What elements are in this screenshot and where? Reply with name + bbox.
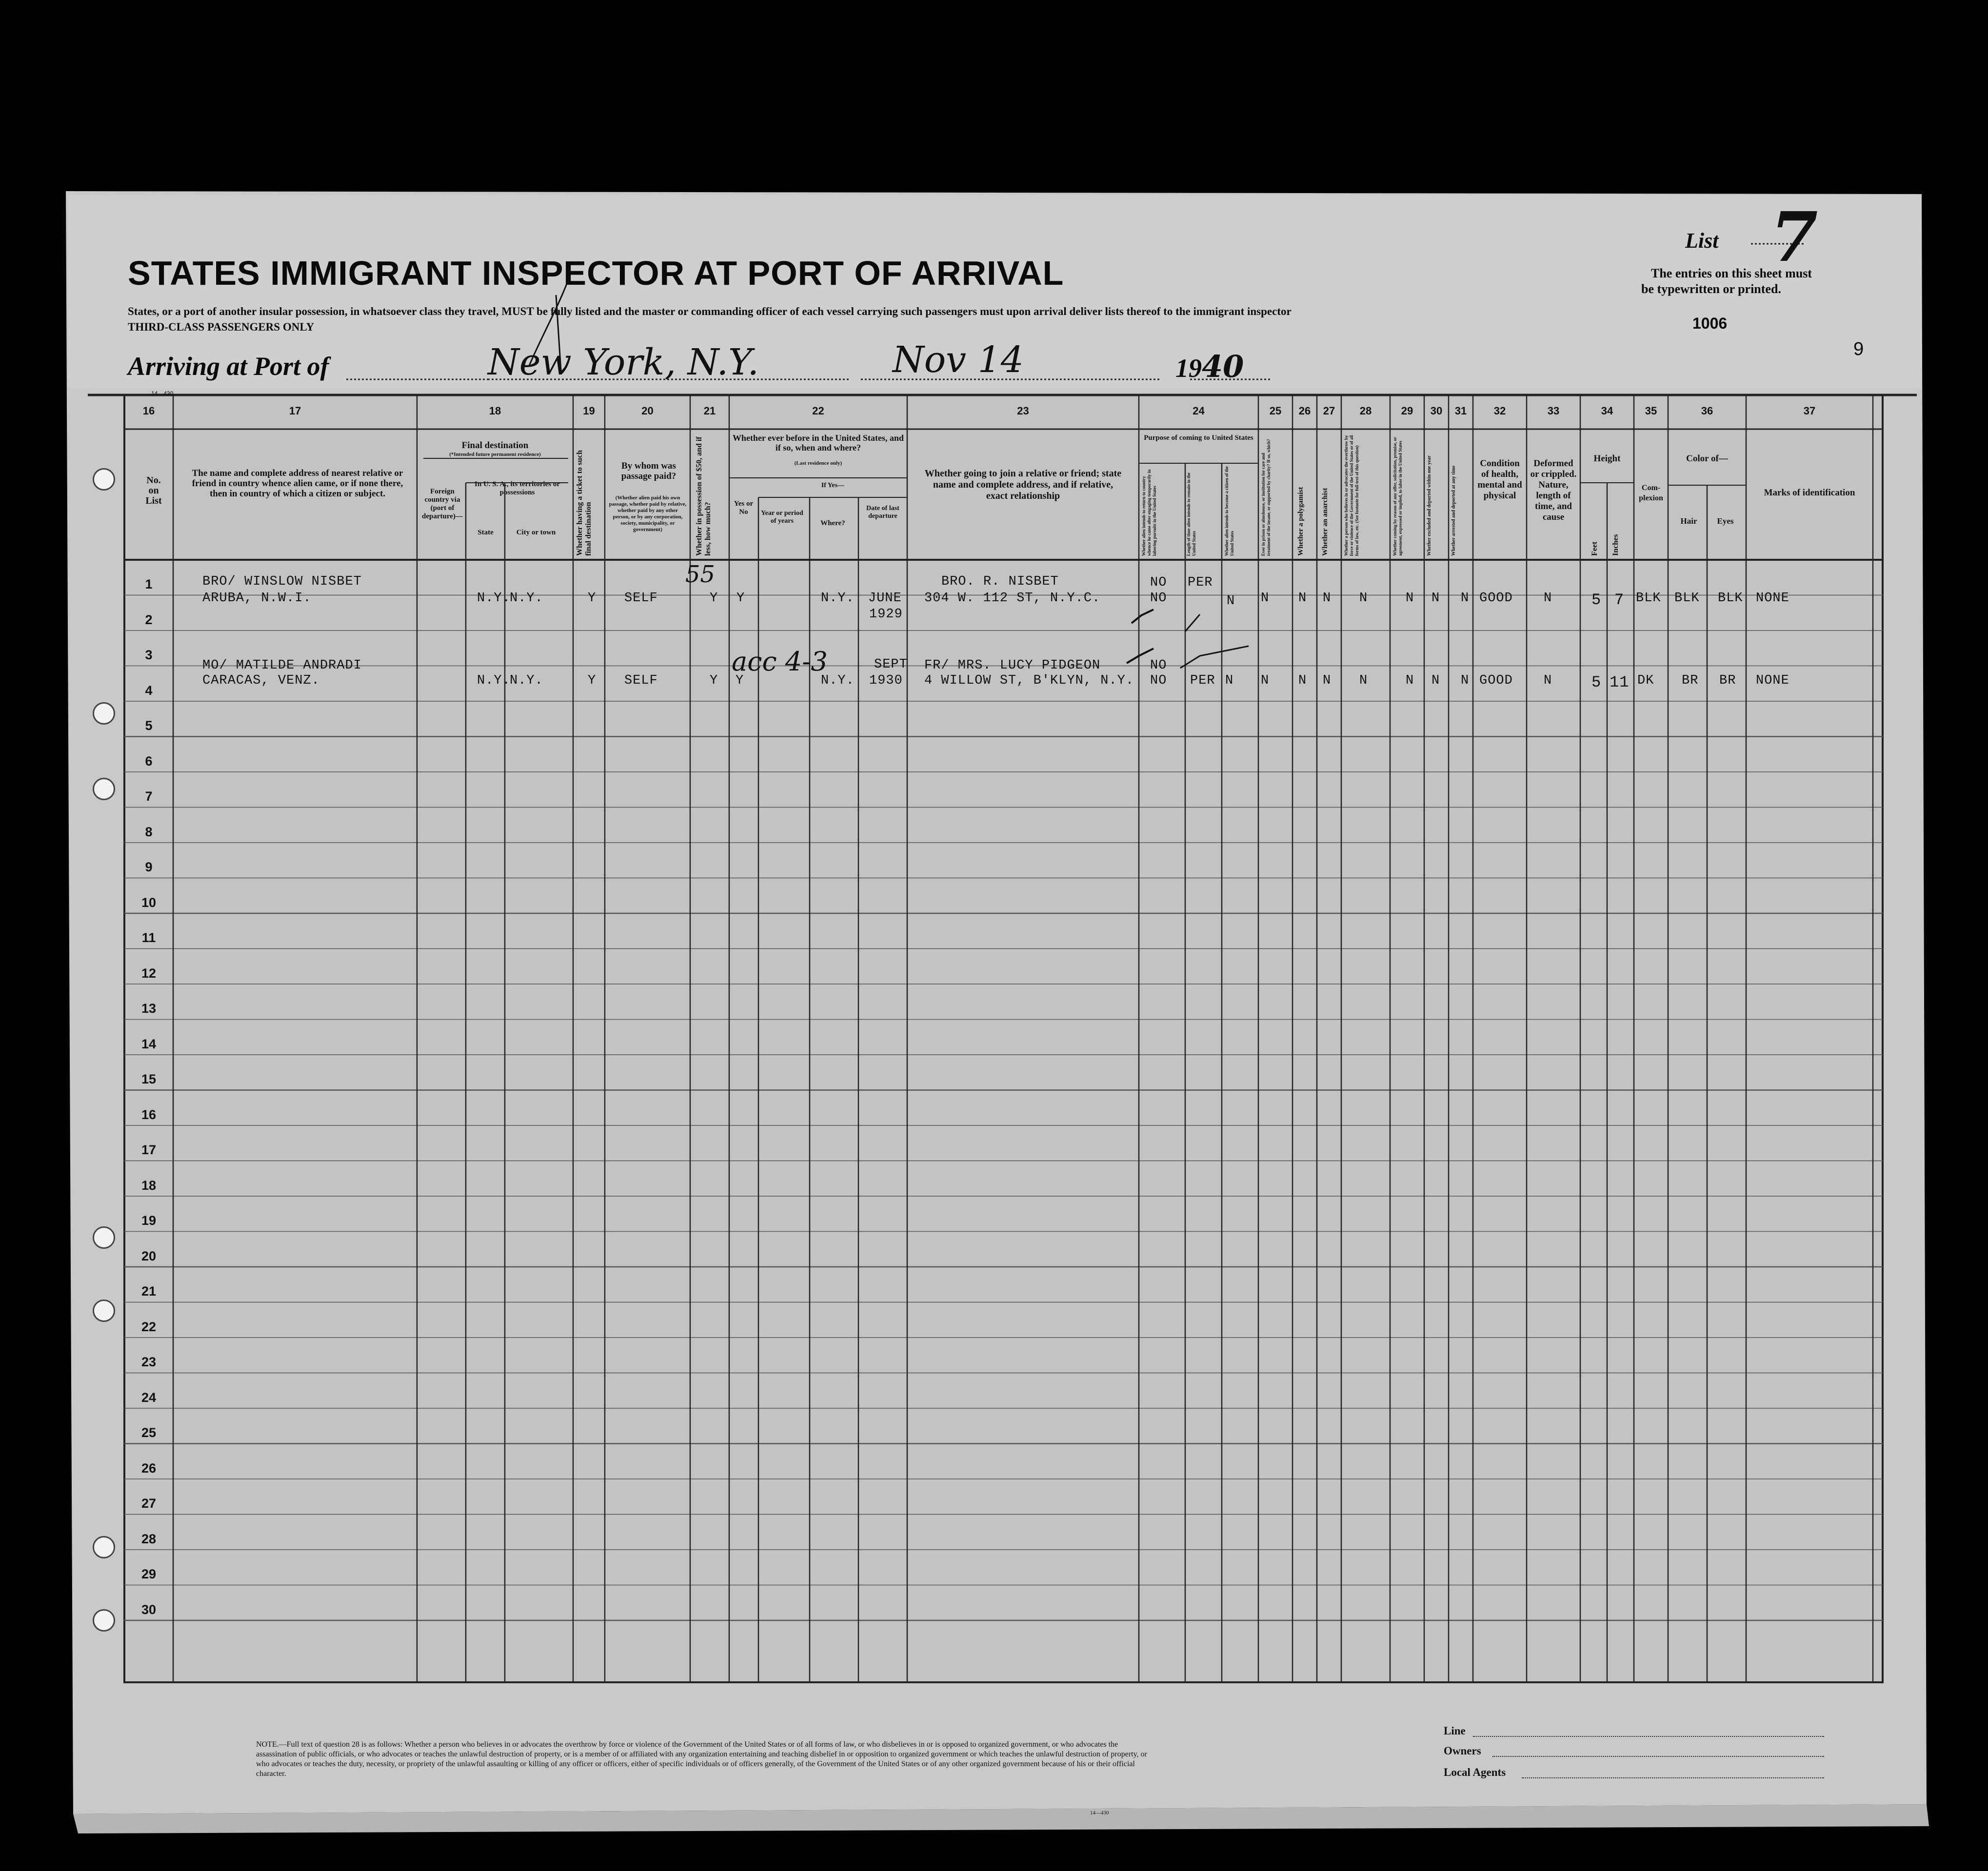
col24-sub-b: Length of time alien intends to remain in the United States	[1186, 473, 1196, 556]
entry2-state: N.Y.	[477, 673, 511, 688]
row-number: 4	[145, 683, 153, 698]
row-number: 12	[141, 965, 157, 981]
entry2-length: PER	[1190, 673, 1215, 688]
owners-label: Owners	[1444, 1745, 1481, 1757]
entry1-where: N.Y.	[821, 591, 855, 606]
entry1-state: N.Y.	[477, 591, 511, 606]
entry1-purpose: NO	[1150, 575, 1167, 590]
col20-heading: By whom was passage paid?	[621, 461, 676, 481]
colnum-20: 20	[641, 405, 654, 417]
entry1-length: PER	[1188, 575, 1213, 590]
entry2-purpose-2: NO	[1150, 673, 1167, 688]
binder-hole	[93, 468, 115, 491]
binder-hole	[93, 702, 115, 725]
entry1-paid-by: SELF	[624, 591, 658, 606]
binder-hole	[93, 1226, 115, 1249]
owners-field	[1492, 1756, 1824, 1757]
colnum-17: 17	[289, 405, 301, 417]
entry1-citizen: N	[1227, 594, 1235, 609]
entry1-q30: N	[1431, 591, 1440, 606]
entry1-q28: N	[1359, 591, 1368, 606]
colnum-34: 34	[1601, 405, 1613, 417]
entry1-purpose-2: NO	[1150, 591, 1167, 606]
colnum-22: 22	[812, 405, 824, 417]
entry2-date-year: 1930	[869, 673, 903, 688]
entry2-where: N.Y.	[821, 673, 855, 688]
colnum-26: 26	[1298, 405, 1311, 417]
colnum-19: 19	[583, 405, 595, 417]
entry1-feet: 5	[1591, 591, 1602, 609]
entry2-paid-by: SELF	[624, 673, 658, 688]
row-number: 24	[141, 1390, 157, 1405]
class-line: THIRD-CLASS PASSENGERS ONLY	[128, 321, 315, 333]
col29-heading: Whether coming by reason of any offer, solicitation, promise, or agreement, expressed or implied, to labor in the United States	[1392, 437, 1403, 556]
col36-eyes: Eyes	[1717, 516, 1734, 526]
col22-date: Date of last departure	[866, 505, 899, 520]
row-number: 1	[145, 577, 153, 591]
col21-heading: Whether in possession of $50, and if less, how much?	[695, 436, 712, 556]
row-number: 23	[141, 1355, 157, 1369]
form-code-top: 14—430	[151, 390, 174, 397]
entry1-inches: 7	[1614, 591, 1625, 609]
col32-heading: Condition of health, mental and physical	[1477, 458, 1522, 501]
row-number: 18	[141, 1178, 157, 1193]
entry1-before: Y	[736, 591, 745, 606]
row-number: 26	[141, 1460, 157, 1476]
entry1-marks: NONE	[1756, 591, 1789, 606]
col22-period: Year or period of years	[761, 510, 803, 525]
port-handwritten: New York, N.Y.	[488, 341, 759, 383]
entry2-citizen: N	[1225, 673, 1234, 688]
row-number: 30	[141, 1602, 157, 1617]
entry1-relative-name: BRO/ WINSLOW NISBET	[202, 574, 362, 589]
colnum-27: 27	[1323, 405, 1335, 417]
colnum-35: 35	[1645, 405, 1657, 417]
entry2-q30: N	[1431, 673, 1440, 688]
entry2-q31: N	[1461, 673, 1470, 688]
row-number: 3	[145, 648, 153, 662]
page-mark: 9	[1853, 339, 1864, 359]
row-number: 21	[141, 1284, 157, 1299]
row-number: 16	[141, 1107, 157, 1122]
entry2-q26: N	[1298, 673, 1307, 688]
col22-heading: Whether ever before in the United States, and if so, when and where?	[733, 433, 904, 453]
col34-inches: Inches	[1611, 534, 1620, 556]
col18-city: City or town	[516, 529, 556, 536]
entry2-relative-address: CARACAS, VENZ.	[202, 673, 320, 688]
entry2-inches: 11	[1610, 673, 1630, 691]
colnum-30: 30	[1430, 405, 1443, 417]
colnum-29: 29	[1401, 405, 1413, 417]
row-number: 14	[141, 1036, 157, 1051]
entry2-hair: BR	[1682, 673, 1699, 688]
entry1-q29: N	[1406, 591, 1414, 606]
col20-sub: (Whether alien paid his own passage, whether paid by relative, whether paid by any other person, or by any corporation, society, municipality, or government)	[609, 495, 687, 532]
entry2-q28: N	[1359, 673, 1368, 688]
footnote-code: 14—430	[1090, 1810, 1109, 1816]
col22-where: Where?	[820, 519, 845, 527]
col18-foreign: Foreign country via (port of departure)—	[422, 488, 463, 520]
entry2-eyes: BR	[1719, 673, 1736, 688]
form-title: STATES IMMIGRANT INSPECTOR AT PORT OF ARRIVAL	[128, 254, 1064, 292]
entry1-date-year: 1929	[869, 607, 903, 622]
entry1-eyes: BLK	[1718, 591, 1743, 606]
col35-heading: Com-plexion	[1639, 484, 1663, 502]
entry2-marks: NONE	[1756, 673, 1789, 688]
col33-heading: Deformed or crippled. Nature, length of time, and cause	[1530, 458, 1577, 522]
row-number: 2	[145, 612, 153, 627]
year-label	[1175, 349, 1244, 384]
entry2-relative-name: MO/ MATILDE ANDRADI	[202, 658, 362, 673]
col24-sub-c: Whether alien intends to become a citizen of the United States	[1224, 466, 1234, 556]
entry1-date-month: JUNE	[868, 591, 902, 606]
entry1-q25: N	[1261, 591, 1270, 606]
entries-note-1: The entries on this sheet must	[1651, 266, 1812, 280]
row-number: 27	[141, 1496, 157, 1511]
entry2-health: GOOD	[1479, 673, 1513, 688]
row-number: 9	[145, 860, 153, 874]
local-agents-label: Local Agents	[1444, 1766, 1506, 1778]
list-number-handwritten: 7	[1770, 197, 1818, 277]
entry2-deformed: N	[1544, 673, 1552, 688]
row-number: 15	[141, 1072, 157, 1086]
row-number: 7	[145, 789, 153, 804]
binder-hole	[93, 1609, 115, 1632]
colnum-31: 31	[1454, 405, 1467, 417]
entry2-join-name: FR/ MRS. LUCY PIDGEON	[924, 658, 1101, 673]
col22-sub: (Last residence only)	[794, 460, 842, 466]
entry2-feet: 5	[1591, 673, 1602, 691]
row-number: 19	[141, 1213, 157, 1228]
row-number: 29	[141, 1567, 157, 1581]
col18-state: State	[477, 529, 494, 536]
col25-heading: Ever in prison or almshouse, or institution for care and treatment of the insane, or supported by charity? If so, which?	[1261, 439, 1271, 556]
col24-heading: Purpose of coming to United States	[1144, 434, 1253, 442]
entry2-ticket: Y	[588, 673, 596, 688]
row-number: 13	[141, 1001, 157, 1016]
entry1-relative-address: ARUBA, N.W.I.	[202, 591, 312, 606]
entry1-complexion: BLK	[1636, 591, 1661, 606]
row-number: 17	[141, 1142, 157, 1157]
entry1-ticket: Y	[588, 591, 596, 606]
col18-sub: (*Intended future permanent residence)	[449, 452, 541, 457]
row-number: 6	[145, 753, 153, 768]
col27-heading: Whether an anarchist	[1321, 488, 1329, 556]
entry2-date-month: SEPT	[874, 657, 908, 672]
entry1-deformed: N	[1544, 591, 1552, 606]
col34-feet: Feet	[1590, 541, 1599, 556]
entry1-q31: N	[1461, 591, 1470, 606]
col22-yes-no: Yes or No	[734, 500, 754, 516]
col18-usa: In U. S. A., its territories or possessions	[475, 480, 560, 496]
footnote-question-28: NOTE.—Full text of question 28 is as follows: Whether a person who believes in or advocates the overthrow by force or violence of the Government of the United States or of all forms of law, or who disbelieves in or is opposed to organized government, or who advocates the assassination of public officials, or who advocates or teaches the unlawful destruction of property, or is a member of or affiliated with any organization entertaining and teaching disbelief in or opposition to organized government or which teaches the unlawful destruction of property, or who advocates or teaches the duty, necessity, or propriety of the unlawful assaulting or killing of any officer or officers, either of specific individuals or of officers generally, of the Government of the United States or of any other organized government because of his or their official character.	[256, 1740, 1147, 1778]
entry2-period-handwritten: acc 4-3	[732, 646, 828, 677]
colnum-21: 21	[703, 405, 716, 417]
line-field	[1473, 1736, 1824, 1737]
line-label: Line	[1444, 1725, 1466, 1737]
col28-heading: Whether a person who believes in or advocates the overthrow by force or violence of the Government of the United States or of all forms of law, etc. (See footnote for full text of this question)	[1344, 435, 1359, 556]
colnum-32: 32	[1493, 405, 1506, 417]
entry2-money: Y	[710, 673, 718, 688]
local-agents-field	[1522, 1777, 1824, 1778]
entry1-money: Y	[710, 591, 718, 606]
form-subtitle: States, or a port of another insular possession, in whatsoever class they travel, MUST be fully listed and the master or commanding officer of each vessel carrying such passengers must upon arrival deliver lists thereof to the immigrant inspector	[128, 305, 1292, 317]
row-number: 5	[145, 718, 153, 733]
entry1-city: N.Y.	[510, 591, 543, 606]
binder-hole	[93, 778, 115, 800]
row-number: 22	[141, 1319, 157, 1334]
col19-heading: Whether having a ticket to such final destination	[576, 450, 593, 556]
binder-hole	[93, 1300, 115, 1322]
colnum-24: 24	[1193, 405, 1205, 417]
colnum-28: 28	[1359, 405, 1372, 417]
row-number: 11	[141, 930, 156, 945]
entry2-join-address: 4 WILLOW ST, B'KLYN, N.Y.	[924, 673, 1134, 688]
entry2-q29: N	[1406, 673, 1414, 688]
colnum-18: 18	[489, 405, 501, 417]
year-prefix: 19	[1175, 354, 1202, 383]
col18-heading: Final destination	[461, 440, 529, 451]
col17-heading: The name and complete address of nearest relative or friend in country whence alien came, or if none there, then in country of which a citizen or subject.	[192, 468, 403, 499]
entries-note-2: be typewritten or printed.	[1641, 282, 1781, 296]
entry2-purpose: NO	[1150, 658, 1167, 673]
row-number: 20	[141, 1248, 157, 1263]
binder-hole	[93, 1536, 115, 1558]
year-handwritten: 40	[1202, 349, 1244, 384]
colnum-23: 23	[1017, 405, 1029, 417]
col26-heading: Whether a polygamist	[1297, 487, 1305, 556]
col23-heading: Whether going to join a relative or friend; state name and complete address, and if relative, exact relationship	[924, 468, 1122, 501]
col37-heading: Marks of identification	[1764, 488, 1855, 498]
col30-heading: Whether excluded and deported within one year	[1427, 455, 1432, 556]
col16-heading: No. on List	[145, 475, 162, 506]
entry2-before: Y	[736, 673, 744, 688]
col24-sub-a: Whether alien intends to return to country whence he came after engaging temporarily in laboring pursuits in the United States	[1141, 469, 1157, 556]
entry1-q27: N	[1323, 591, 1332, 606]
entry2-q25: N	[1261, 673, 1270, 688]
row-number: 25	[141, 1425, 157, 1440]
entry2-city: N.Y.	[510, 673, 543, 688]
colnum-25: 25	[1269, 405, 1282, 417]
colnum-36: 36	[1701, 405, 1713, 417]
col34-heading: Height	[1593, 453, 1621, 464]
col22-ifyes: If Yes—	[821, 482, 845, 489]
entry1-health: GOOD	[1479, 591, 1513, 606]
col36-hair: Hair	[1680, 516, 1697, 526]
colnum-16: 16	[142, 405, 155, 417]
stamp-mark: 1006	[1692, 315, 1728, 332]
entry1-join-name: BRO. R. NISBET	[941, 574, 1059, 589]
row-number: 8	[145, 824, 153, 839]
col31-heading: Whether arrested and deported at any time	[1451, 465, 1456, 556]
arriving-label: Arriving at Port of	[128, 352, 329, 381]
entry2-q27: N	[1323, 673, 1332, 688]
date-handwritten: Nov 14	[893, 339, 1024, 381]
entry1-q26: N	[1298, 591, 1307, 606]
row-number: 10	[141, 895, 157, 910]
list-label: List	[1685, 229, 1719, 253]
col36-heading: Color of—	[1686, 453, 1728, 464]
entry1-money-handwritten: 55	[685, 561, 716, 588]
colnum-37: 37	[1803, 405, 1816, 417]
entry2-complexion: DK	[1637, 673, 1654, 688]
entry1-hair: BLK	[1674, 591, 1700, 606]
entry1-join-address: 304 W. 112 ST, N.Y.C.	[924, 591, 1101, 606]
row-number: 28	[141, 1531, 157, 1546]
colnum-33: 33	[1547, 405, 1560, 417]
